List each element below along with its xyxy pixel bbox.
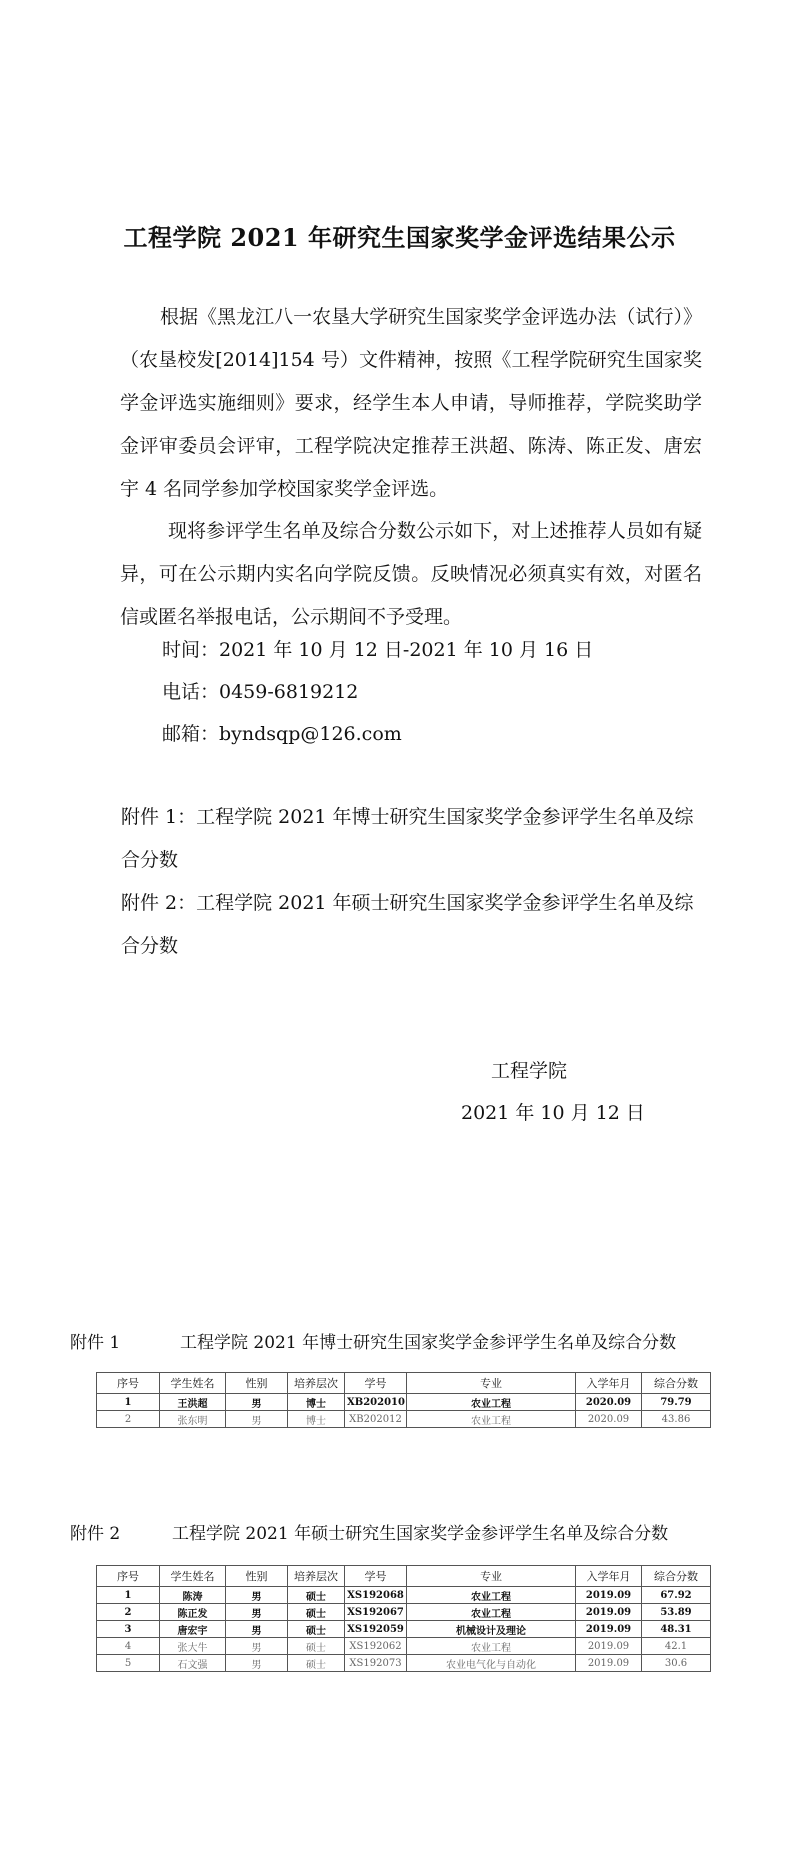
- column-header: 学生姓名: [160, 1373, 226, 1394]
- table-cell: 42.1: [642, 1638, 711, 1655]
- table-cell: 2020.09: [576, 1411, 642, 1428]
- table-cell: 2019.09: [576, 1621, 642, 1638]
- table-cell: 硕士: [288, 1587, 345, 1604]
- table-cell: 2019.09: [576, 1655, 642, 1672]
- table-cell: XS192062: [345, 1638, 407, 1655]
- attachment-2-note: 附件 2：工程学院 2021 年硕士研究生国家奖学金参评学生名单及综合分数: [121, 892, 694, 957]
- table-row: [97, 1411, 711, 1428]
- table-cell: 男: [226, 1621, 288, 1638]
- table-cell: XB202012: [345, 1411, 407, 1428]
- table-cell: 2: [97, 1411, 160, 1428]
- table-cell: 陈涛: [160, 1587, 226, 1604]
- table1-label: 附件 1: [70, 1333, 121, 1353]
- table-cell: 农业工程: [407, 1587, 576, 1604]
- table-cell: 张东明: [160, 1411, 226, 1428]
- table-row: [97, 1587, 711, 1604]
- table-cell: 硕士: [288, 1638, 345, 1655]
- notice-paragraph: 现将参评学生名单及综合分数公示如下，对上述推荐人员如有疑异，可在公示期内实名向学院反馈。反映情况必须真实有效，对匿名信或匿名举报电话，公示期间不予受理。: [120, 520, 702, 628]
- table-cell: 男: [226, 1604, 288, 1621]
- email-line: 邮箱：byndsqp@126.com: [162, 723, 402, 745]
- table-cell: XS192059: [345, 1621, 407, 1638]
- table-cell: 王洪超: [160, 1394, 226, 1411]
- table-cell: 79.79: [642, 1394, 711, 1411]
- table-cell: 2: [97, 1604, 160, 1621]
- column-header: 学生姓名: [160, 1566, 226, 1587]
- table-cell: 硕士: [288, 1655, 345, 1672]
- table-cell: 1: [97, 1394, 160, 1411]
- table-cell: 硕士: [288, 1621, 345, 1638]
- table-row: [97, 1638, 711, 1655]
- table-cell: 张大牛: [160, 1638, 226, 1655]
- table-cell: 5: [97, 1655, 160, 1672]
- table-cell: 3: [97, 1621, 160, 1638]
- table-cell: XS192073: [345, 1655, 407, 1672]
- table-cell: XB202010: [345, 1394, 407, 1411]
- column-header: 序号: [97, 1373, 160, 1394]
- table-cell: 博士: [288, 1394, 345, 1411]
- table-cell: XS192068: [345, 1587, 407, 1604]
- column-header: 序号: [97, 1566, 160, 1587]
- signature-date: 2021 年 10 月 12 日: [461, 1102, 645, 1124]
- table-cell: 1: [97, 1587, 160, 1604]
- table-cell: 53.89: [642, 1604, 711, 1621]
- table2-label: 附件 2: [70, 1524, 121, 1544]
- table-cell: 2019.09: [576, 1604, 642, 1621]
- table1-title: 工程学院 2021 年博士研究生国家奖学金参评学生名单及综合分数: [180, 1333, 677, 1353]
- table-cell: 农业电气化与自动化: [407, 1655, 576, 1672]
- table-cell: XS192067: [345, 1604, 407, 1621]
- column-header: 性别: [226, 1566, 288, 1587]
- table-cell: 2019.09: [576, 1638, 642, 1655]
- table-cell: 农业工程: [407, 1411, 576, 1428]
- column-header: 学号: [345, 1373, 407, 1394]
- table-cell: 67.92: [642, 1587, 711, 1604]
- time-line: 时间：2021 年 10 月 12 日-2021 年 10 月 16 日: [162, 639, 594, 661]
- table-cell: 唐宏宇: [160, 1621, 226, 1638]
- table-cell: 48.31: [642, 1621, 711, 1638]
- signature-org: 工程学院: [491, 1060, 568, 1082]
- column-header: 培养层次: [288, 1566, 345, 1587]
- table-cell: 农业工程: [407, 1638, 576, 1655]
- column-header: 学号: [345, 1566, 407, 1587]
- table-cell: 陈正发: [160, 1604, 226, 1621]
- table-row: [97, 1604, 711, 1621]
- column-header: 综合分数: [642, 1566, 711, 1587]
- column-header: 专业: [407, 1566, 576, 1587]
- table-row: [97, 1394, 711, 1411]
- intro-paragraph: 根据《黑龙江八一农垦大学研究生国家奖学金评选办法（试行）》（农垦校发[2014]154 号）文件精神，按照《工程学院研究生国家奖学金评选实施细则》要求，经学生本人申请，导师推荐，学院奖助学金评审委员会评审，工程学院决定推荐王洪超、陈涛、陈正发、唐宏宇 4 名同学参加学校国家奖学金评选。: [120, 306, 702, 500]
- table2-title: 工程学院 2021 年硕士研究生国家奖学金参评学生名单及综合分数: [172, 1524, 669, 1544]
- table-cell: 男: [226, 1655, 288, 1672]
- table-cell: 2019.09: [576, 1587, 642, 1604]
- column-header: 专业: [407, 1373, 576, 1394]
- table-cell: 43.86: [642, 1411, 711, 1428]
- table-cell: 博士: [288, 1411, 345, 1428]
- table-cell: 硕士: [288, 1604, 345, 1621]
- table-row: [97, 1621, 711, 1638]
- table-cell: 4: [97, 1638, 160, 1655]
- attachment-1-note: 附件 1：工程学院 2021 年博士研究生国家奖学金参评学生名单及综合分数: [121, 806, 694, 871]
- doctoral-table: [96, 1372, 711, 1428]
- column-header: 入学年月: [576, 1566, 642, 1587]
- table-cell: 男: [226, 1587, 288, 1604]
- table-cell: 农业工程: [407, 1604, 576, 1621]
- table-cell: 男: [226, 1411, 288, 1428]
- table-cell: 机械设计及理论: [407, 1621, 576, 1638]
- column-header: 培养层次: [288, 1373, 345, 1394]
- master-table: [96, 1565, 711, 1672]
- column-header: 入学年月: [576, 1373, 642, 1394]
- table-cell: 男: [226, 1394, 288, 1411]
- table-row: [97, 1655, 711, 1672]
- table1-caption: [70, 1328, 676, 1353]
- page-title: 工程学院 2021 年研究生国家奖学金评选结果公示: [123, 223, 676, 252]
- table-cell: 30.6: [642, 1655, 711, 1672]
- table-cell: 2020.09: [576, 1394, 642, 1411]
- table-cell: 男: [226, 1638, 288, 1655]
- table2-caption: [70, 1519, 668, 1544]
- table-cell: 农业工程: [407, 1394, 576, 1411]
- phone-line: 电话：0459-6819212: [162, 681, 359, 703]
- column-header: 综合分数: [642, 1373, 711, 1394]
- column-header: 性别: [226, 1373, 288, 1394]
- table-cell: 石文强: [160, 1655, 226, 1672]
